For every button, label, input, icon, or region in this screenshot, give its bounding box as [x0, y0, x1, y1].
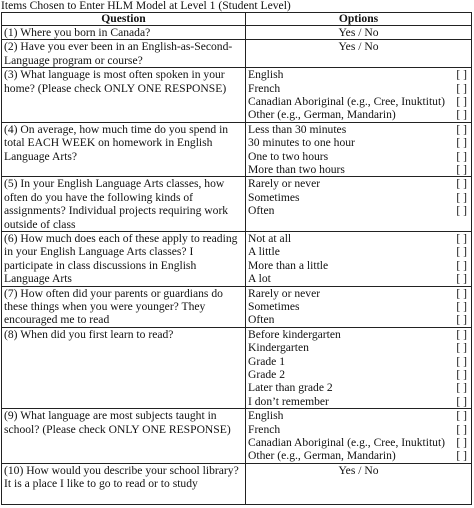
question-cell: (1) Where you born in Canada? — [2, 26, 246, 40]
option-label: 30 minutes to one hour — [248, 136, 355, 150]
table-row — [2, 68, 472, 123]
options-cell — [246, 122, 472, 177]
option-label: A lot — [248, 272, 271, 286]
option-item — [248, 381, 469, 394]
option-label: Canadian Aboriginal (e.g., Cree, Inuktitut) — [248, 435, 446, 449]
question-cell: (9) What language are most subjects taught in school? (Please check ONLY ONE RESPONSE) — [2, 409, 246, 464]
option-item — [248, 245, 469, 258]
option-label: Other (e.g., German, Mandarin) — [248, 108, 396, 122]
option-label: Sometimes — [248, 299, 300, 313]
option-item — [248, 355, 469, 368]
option-checkbox[interactable]: [ ] — [456, 394, 467, 408]
option-item — [248, 95, 469, 108]
option-checkbox[interactable]: [ ] — [456, 299, 467, 313]
option-checkbox[interactable]: [ ] — [456, 354, 467, 368]
option-checkbox[interactable]: [ ] — [456, 258, 467, 272]
question-cell: (7) How often did your parents or guardians do these things when you were younger? They encouraged me to read — [2, 286, 246, 327]
question-cell: (5) In your English Language Arts classes, how often do you have the following kinds of assignments? Individual projects requiring work outside of class — [2, 177, 246, 232]
option-label: Rarely or never — [248, 286, 321, 300]
question-cell: (4) On average, how much time do you spend in total EACH WEEK on homework in English Language Arts? — [2, 122, 246, 177]
answer-cell: Yes / No — [246, 463, 472, 504]
option-label: Sometimes — [248, 190, 300, 204]
option-label: Before kindergarten — [248, 327, 341, 341]
option-label: Other (e.g., German, Mandarin) — [248, 449, 396, 463]
table-row — [2, 231, 472, 286]
option-label: Not at all — [248, 231, 292, 245]
option-item — [248, 409, 469, 422]
option-item — [248, 313, 469, 326]
option-checkbox[interactable]: [ ] — [456, 204, 467, 218]
answer-cell: Yes / No — [246, 40, 472, 68]
table-row — [2, 40, 472, 68]
option-checkbox[interactable]: [ ] — [456, 68, 467, 82]
option-item — [248, 423, 469, 436]
options-cell — [246, 231, 472, 286]
question-cell: (6) How much does each of these apply to reading in your English Language Arts classes? I participate in class discussions in English Language Arts — [2, 231, 246, 286]
option-item — [248, 300, 469, 313]
table-header-row — [2, 13, 472, 26]
option-item — [248, 177, 469, 190]
option-checkbox[interactable]: [ ] — [456, 286, 467, 300]
option-label: French — [248, 422, 281, 436]
table-row — [2, 26, 472, 40]
option-label: A little — [248, 245, 280, 259]
option-checkbox[interactable]: [ ] — [456, 122, 467, 136]
option-label: Kindergarten — [248, 341, 309, 355]
option-checkbox[interactable]: [ ] — [456, 367, 467, 381]
option-item — [248, 191, 469, 204]
option-item — [248, 82, 469, 95]
option-label: English — [248, 68, 284, 82]
option-item — [248, 341, 469, 354]
option-item — [248, 68, 469, 81]
options-cell — [246, 177, 472, 232]
option-label: More than two hours — [248, 162, 345, 176]
option-checkbox[interactable]: [ ] — [456, 449, 467, 463]
option-label: Less than 30 minutes — [248, 122, 347, 136]
option-label: I don’t remember — [248, 394, 329, 408]
option-item — [248, 204, 469, 217]
option-label: Rarely or never — [248, 177, 321, 191]
option-label: Grade 1 — [248, 354, 286, 368]
option-checkbox[interactable]: [ ] — [456, 435, 467, 449]
options-cell — [246, 327, 472, 408]
option-label: Canadian Aboriginal (e.g., Cree, Inuktitut) — [248, 95, 446, 108]
option-checkbox[interactable]: [ ] — [456, 409, 467, 423]
options-column-header: Options — [246, 13, 472, 26]
option-item — [248, 123, 469, 136]
option-item — [248, 287, 469, 300]
answer-cell: Yes / No — [246, 26, 472, 40]
option-checkbox[interactable]: [ ] — [456, 381, 467, 395]
options-cell — [246, 409, 472, 464]
options-cell — [246, 286, 472, 327]
table-row — [2, 286, 472, 327]
option-label: Grade 2 — [248, 367, 286, 381]
option-checkbox[interactable]: [ ] — [456, 81, 467, 95]
table-caption: Items Chosen to Enter HLM Model at Level 1 (Student Level) — [1, 0, 291, 12]
option-checkbox[interactable]: [ ] — [456, 149, 467, 163]
option-checkbox[interactable]: [ ] — [456, 190, 467, 204]
option-item — [248, 395, 469, 408]
option-checkbox[interactable]: [ ] — [456, 422, 467, 436]
option-item — [248, 136, 469, 149]
question-cell: (2) Have you ever been in an English-as-Second-Language program or course? — [2, 40, 246, 68]
option-checkbox[interactable]: [ ] — [456, 108, 467, 122]
option-checkbox[interactable]: [ ] — [456, 272, 467, 286]
option-label: English — [248, 409, 284, 423]
question-column-header: Question — [2, 13, 246, 26]
option-label: Often — [248, 313, 275, 327]
option-checkbox[interactable]: [ ] — [456, 327, 467, 341]
option-item — [248, 272, 469, 285]
option-checkbox[interactable]: [ ] — [456, 313, 467, 327]
option-item — [248, 108, 469, 121]
option-item — [248, 232, 469, 245]
table-row — [2, 177, 472, 232]
option-item — [248, 259, 469, 272]
option-checkbox[interactable]: [ ] — [456, 95, 467, 108]
option-checkbox[interactable]: [ ] — [456, 245, 467, 259]
option-label: More than a little — [248, 258, 329, 272]
question-cell: (3) What language is most often spoken in your home? (Please check ONLY ONE RESPONSE) — [2, 68, 246, 123]
table-row — [2, 463, 472, 504]
survey-items-table — [1, 12, 472, 505]
option-item — [248, 436, 469, 449]
question-cell: (8) When did you first learn to read? — [2, 327, 246, 408]
option-label: Later than grade 2 — [248, 381, 333, 395]
option-label: Often — [248, 204, 275, 218]
option-label: One to two hours — [248, 149, 329, 163]
option-checkbox[interactable]: [ ] — [456, 162, 467, 176]
option-item — [248, 449, 469, 462]
table-row — [2, 122, 472, 177]
option-item — [248, 150, 469, 163]
option-item — [248, 328, 469, 341]
table-row — [2, 327, 472, 408]
option-item — [248, 368, 469, 381]
question-cell: (10) How would you describe your school library? It is a place I like to go to read or to study — [2, 463, 246, 504]
option-checkbox[interactable]: [ ] — [456, 136, 467, 150]
option-item — [248, 163, 469, 176]
option-checkbox[interactable]: [ ] — [456, 177, 467, 191]
table-body — [2, 26, 472, 505]
option-checkbox[interactable]: [ ] — [456, 231, 467, 245]
table-row — [2, 409, 472, 464]
options-cell — [246, 68, 472, 123]
option-checkbox[interactable]: [ ] — [456, 341, 467, 355]
option-label: French — [248, 81, 281, 95]
